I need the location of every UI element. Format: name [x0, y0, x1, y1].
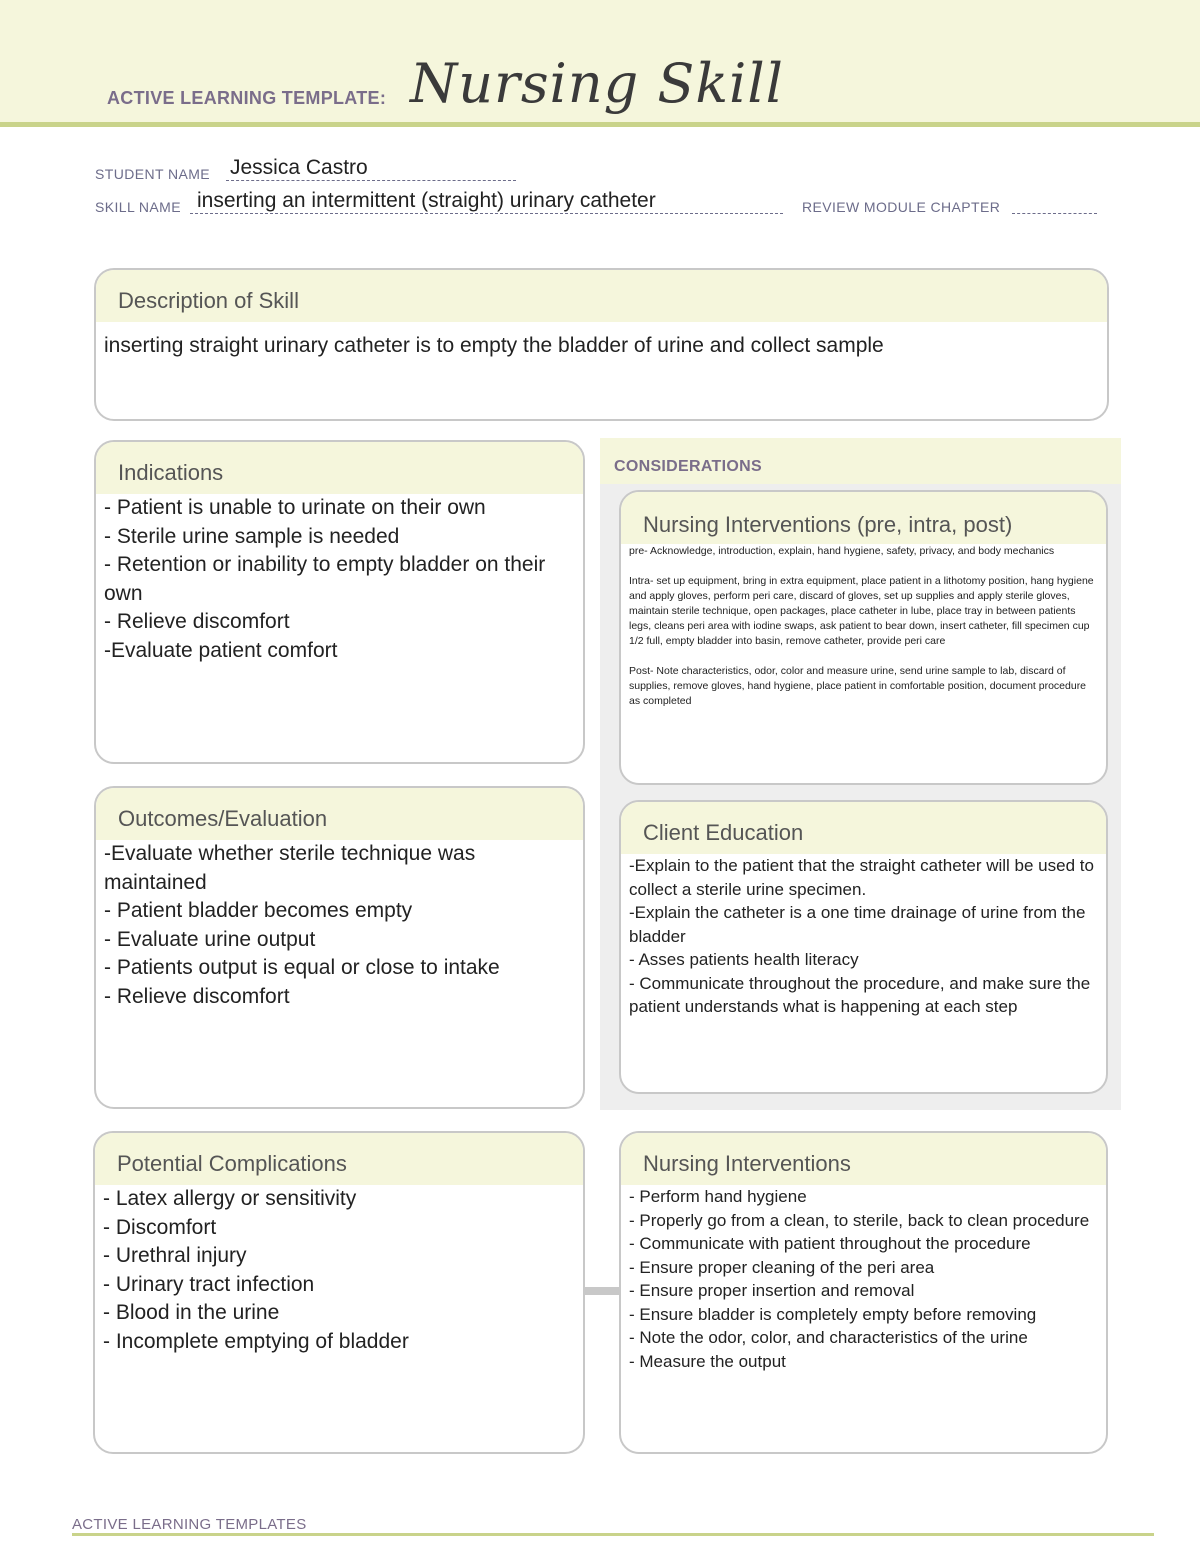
footer-line [72, 1533, 1154, 1536]
considerations-header [600, 438, 1121, 484]
student-name-underline [226, 180, 516, 181]
skill-name-underline [190, 213, 783, 214]
considerations-label: CONSIDERATIONS [614, 458, 762, 475]
outcomes-heading: Outcomes/Evaluation [96, 788, 583, 840]
outcomes-text[interactable]: -Evaluate whether sterile technique was maintained - Patient bladder becomes empty - Evaluate urine output - Patients output is equal or close to intake - Relieve discomfort [104, 842, 500, 1008]
footer-label: ACTIVE LEARNING TEMPLATES [72, 1516, 307, 1533]
complications-box [93, 1131, 585, 1454]
client-education-box [619, 800, 1108, 1094]
student-name-label: STUDENT NAME [95, 166, 210, 182]
box-connector [583, 1287, 620, 1295]
nursing-interventions-phases-heading: Nursing Interventions (pre, intra, post) [621, 492, 1106, 544]
skill-name-value[interactable]: inserting an intermittent (straight) urinary catheter [197, 189, 656, 212]
description-box [94, 268, 1109, 421]
skill-name-label: SKILL NAME [95, 199, 181, 215]
description-heading: Description of Skill [96, 270, 1107, 322]
page-title: Nursing Skill [410, 52, 784, 115]
indications-text[interactable]: - Patient is unable to urinate on their own - Sterile urine sample is needed - Retention or inability to empty bladder on their own - Relieve discomfort -Evaluate patient comfort [104, 496, 546, 662]
nursing-interventions-box [619, 1131, 1108, 1454]
description-text[interactable]: inserting straight urinary catheter is to empty the bladder of urine and collect sample [104, 334, 884, 357]
nursing-interventions-phases-box [619, 490, 1108, 785]
review-module-underline[interactable] [1012, 213, 1097, 214]
student-name-value[interactable]: Jessica Castro [230, 156, 368, 179]
complications-heading: Potential Complications [95, 1133, 583, 1185]
indications-box [94, 440, 585, 764]
review-module-label: REVIEW MODULE CHAPTER [802, 199, 1001, 215]
nursing-interventions-text[interactable]: - Perform hand hygiene - Properly go from a clean, to sterile, back to clean procedure - Communicate with patient throughout the procedure - Ensure proper cleaning of the peri area - Ensure proper insertion and removal - Ensure bladder is completely empty before removing - Note the odor, color, and characteristics of the urine - Measure the output [629, 1187, 1090, 1371]
outcomes-box [94, 786, 585, 1109]
nursing-interventions-phases-text[interactable]: pre- Acknowledge, introduction, explain, hand hygiene, safety, privacy, and body mechanics Intra- set up equipment, bring in extra equipment, place patient in a lithotomy position, hang hygiene and apply gloves, perform peri care, discard of gloves, set up supplies and apply sterile gloves, maintain sterile technique, open packages, place catheter in lube, place tray in between patients legs, cleans peri area with iodine swaps, ask patient to bear down, insert catheter, fill specimen cup 1/2 full, empty bladder into basin, remove catheter, provide peri care Post- Note characteristics, odor, color and measure urine, send urine sample to lab, discard of supplies, remove gloves, hand hygiene, place patient in comfortable position, document procedure as completed [629, 545, 1094, 707]
indications-heading: Indications [96, 442, 583, 494]
complications-text[interactable]: - Latex allergy or sensitivity - Discomfort - Urethral injury - Urinary tract infection - Blood in the urine - Incomplete emptying of bladder [103, 1187, 409, 1353]
client-education-text[interactable]: -Explain to the patient that the straight catheter will be used to collect a sterile urine specimen. -Explain the catheter is a one time drainage of urine from the bladder - Asses patients health literacy - Communicate throughout the procedure, and make sure the patient understands what is happening at each step [629, 856, 1094, 1016]
client-education-heading: Client Education [621, 802, 1106, 854]
header-band [0, 0, 1200, 127]
nursing-interventions-heading: Nursing Interventions [621, 1133, 1106, 1185]
template-label: ACTIVE LEARNING TEMPLATE: [107, 88, 387, 108]
